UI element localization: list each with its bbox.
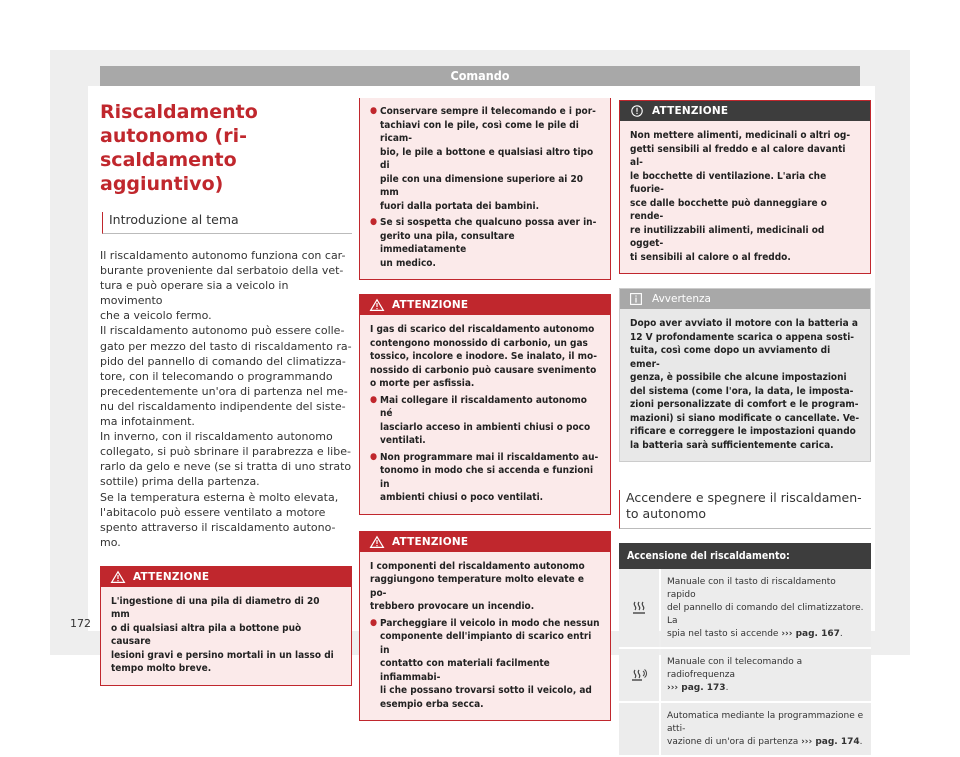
page-title: Riscaldamento autonomo (ri- scaldamento aggiuntivo) — [100, 101, 258, 195]
warning-header: ATTENZIONE — [101, 567, 351, 587]
page-content — [88, 86, 875, 747]
warning-box-battery-continued — [359, 98, 611, 280]
section-intro-heading — [102, 212, 352, 234]
body-paragraph: In inverno, con il riscaldamento autonomo collegato, si può sbrinare il parabrezza e libe- rarlo da gelo e neve (se si tratta di uno strato sottile) prima della partenza. — [100, 430, 352, 489]
body-paragraph: Il riscaldamento autonomo funziona con car- burante proveniente dal serbatoio della vet- tura e può operare sia a veicolo in movimento che a veicolo fermo. — [100, 249, 346, 323]
exclamation-circle-icon — [630, 105, 644, 117]
table-cell: Manuale con il tasto di riscaldamento rapido del pannello di comando del climatizzatore. La spia nel tasto si accende ››› pag. 167. — [661, 569, 871, 647]
intro-body — [100, 248, 352, 550]
table-header: Accensione del riscaldamento: — [619, 543, 871, 569]
warning-bullets — [370, 105, 600, 270]
page-reference-link[interactable]: ››› pag. 173 — [667, 683, 726, 693]
table-cell: Automatica mediante la programmazione e atti- vazione di un'ora di partenza ››› pag. 174. — [661, 703, 871, 755]
warning-header: ATTENZIONE — [360, 532, 610, 552]
warning-box-fire — [359, 531, 611, 722]
warning-triangle-icon — [370, 536, 384, 548]
info-icon — [630, 293, 642, 305]
bullet-item: ● Mai collegare il riscaldamento autonomo né lasciarlo acceso in ambienti chiusi o poco ventilati. — [370, 394, 600, 448]
warning-triangle-icon — [111, 571, 125, 583]
table-cell: Manuale con il telecomando a radiofrequenza ››› pag. 173. — [661, 649, 871, 701]
page-reference-link[interactable]: ››› pag. 167 — [781, 629, 840, 639]
page-number: 172 — [70, 617, 91, 630]
activation-table — [619, 543, 871, 757]
note-text: Dopo aver avviato il motore con la batteria a 12 V profondamente scarica o appena sosti- tuita, così come dopo un avviamento di emer- genza, è possibile che alcune impostazioni del sistema (come l'ora, la data, le imposta- zioni personalizzate di comfort e le program- mazioni) si siano modificate o cancellate. Ve- rificare e correggere le impostazioni quando la batteria sarà sufficientemente carica. — [620, 309, 870, 461]
bullet-item: ● Conservare sempre il telecomando e i por- tachiavi con le pile, così come le pile di ricam- bio, le pile a bottone e qualsiasi altro tipo di pile con una dimensione superiore ai 20 mm fuori dalla portata dei bambini. — [370, 105, 600, 213]
body-paragraph: Il riscaldamento autonomo può essere colle- gato per mezzo del tasto di riscaldamento ra- pido del pannello di comando del climatizza- tore, con il telecomando o programmando precedentemente un'ora di partenza nel me- nu del riscaldamento indipendente del siste- ma infotainment. — [100, 324, 352, 429]
warning-text: I componenti del riscaldamento autonomo raggiungono temperature molto elevate e po- trebbero provocare un incendio. ● Parcheggiare il veicolo in modo che nessun componente dell'impianto di scarico entri in contatto con materiali facilmente infiammabi- li che possano trovarsi sotto il veicolo, ad esempio erba secca. — [360, 552, 610, 721]
warning-triangle-icon — [370, 299, 384, 311]
rear-heating-icon — [619, 569, 659, 647]
warning-box-battery — [100, 566, 352, 686]
warning-header: ATTENZIONE — [360, 295, 610, 315]
section-subtitle: Introduzione al tema — [109, 212, 239, 227]
table-row — [619, 703, 871, 757]
warning-box-vents — [619, 100, 871, 274]
empty-cell — [619, 703, 659, 755]
bullet-item: ● Parcheggiare il veicolo in modo che nessun componente dell'impianto di scarico entri in contatto con materiali facilmente infiammabi- li che possano trovarsi sotto il veicolo, ad esempio erba secca. — [370, 617, 600, 712]
note-header: Avvertenza — [620, 289, 870, 309]
bullet-item: ● Se si sospetta che qualcuno possa aver in- gerito una pila, consultare immediatamente un medico. — [370, 216, 600, 270]
bullet-item: ● Non programmare mai il riscaldamento au- tonomo in modo che si accenda e funzioni in ambienti chiusi o poco ventilati. — [370, 451, 600, 505]
column-1 — [100, 86, 352, 686]
body-paragraph: Se la temperatura esterna è molto elevata, l'abitacolo può essere ventilato a motore spento attraverso il riscaldamento autono- mo. — [100, 490, 339, 549]
table-row — [619, 569, 871, 649]
section-title: Accendere e spegnere il riscaldamen- to autonomo — [626, 490, 862, 521]
note-box — [619, 288, 871, 462]
warning-text: L'ingestione di una pila di diametro di 20 mm o di qualsiasi altra pila a bottone può causare lesioni gravi e persino mortali in un lasso di tempo molto breve. — [101, 587, 351, 685]
table-row — [619, 649, 871, 703]
warning-text: Non mettere alimenti, medicinali o altri og- getti sensibili al freddo e al calore davanti al- le bocchette di ventilazione. L'aria che fuorie- sce dalle bocchette può danneggiare o rende- re inutilizzabili alimenti, medicinali od ogget- ti sensibili al calore o al freddo. — [620, 121, 870, 273]
warning-header: ATTENZIONE — [620, 101, 870, 121]
section-heading — [619, 490, 871, 529]
page-header: Comando — [100, 66, 860, 86]
remote-heating-icon — [619, 649, 659, 701]
warning-text: I gas di scarico del riscaldamento autonomo contengono monossido di carbonio, un gas tossico, incolore e inodore. Se inalato, il mo- nossido di carbonio può causare svenimento o morte per asfissia. ● Mai collegare il riscaldamento autonomo né lasciarlo acceso in ambienti chiusi o poco ventilati. ● Non programmare mai il riscaldamento au- tonomo in modo che si accenda e funzioni in ambienti chiusi o poco ventilati. — [360, 315, 610, 514]
column-2 — [359, 86, 611, 721]
page-reference-link[interactable]: ››› pag. 174 — [801, 737, 860, 747]
warning-box-exhaust — [359, 294, 611, 515]
column-3 — [619, 86, 871, 757]
